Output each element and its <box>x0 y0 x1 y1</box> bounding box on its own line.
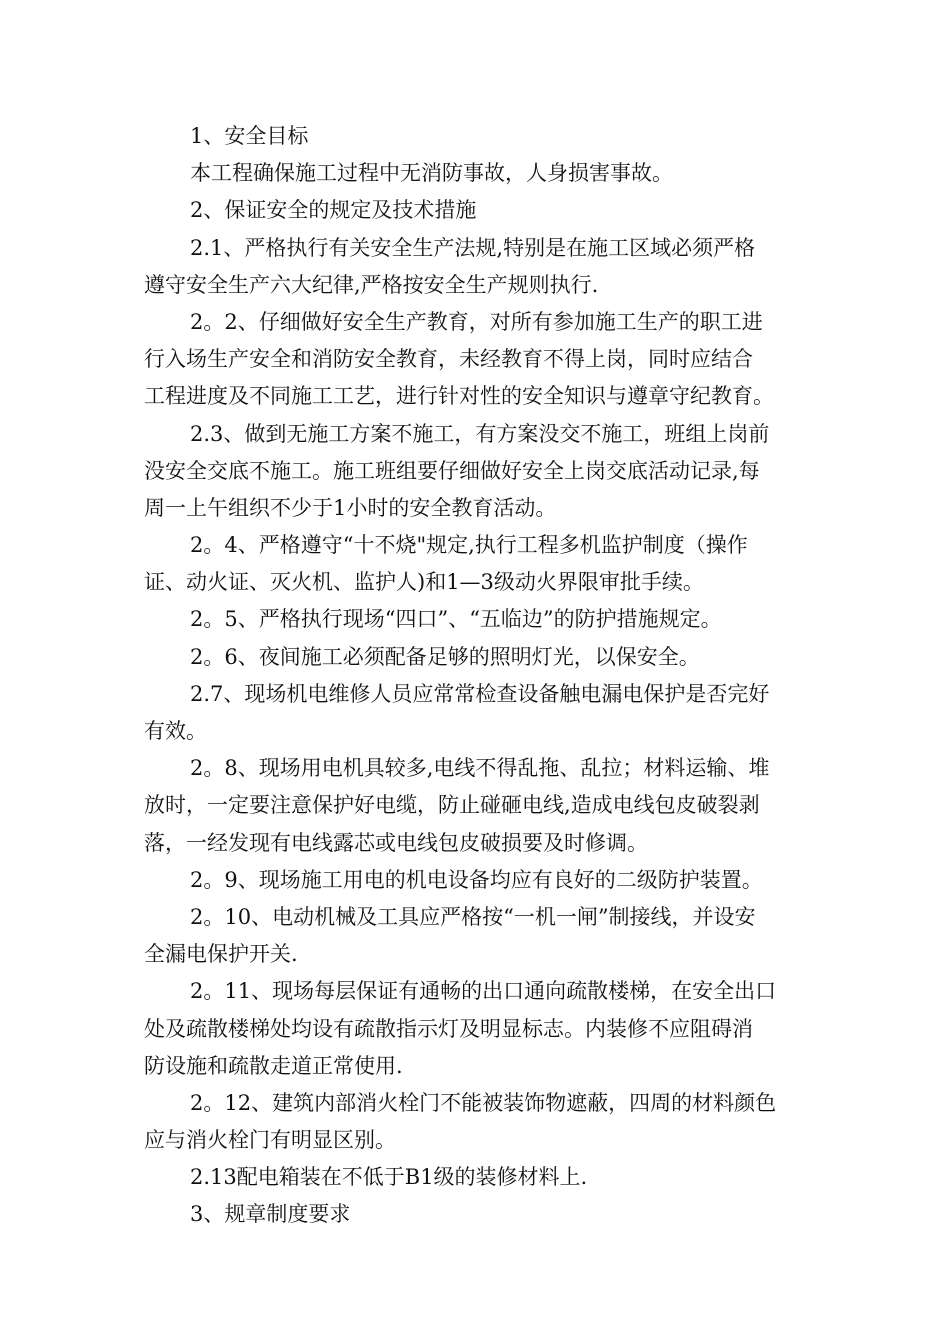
text-line: 证、动火证、灭火机、监护人)和1—3级动火界限审批手续。 <box>144 570 704 595</box>
text-line: 2。5、严格执行现场“四口”、“五临边”的防护措施规定。 <box>190 607 722 632</box>
text-line: 周一上午组织不少于1小时的安全教育活动。 <box>144 495 557 520</box>
text-line: 2。10、电动机械及工具应严格按“一机一闸”制接线，并设安 <box>190 904 756 929</box>
text-line: 行入场生产安全和消防安全教育，未经教育不得上岗，同时应结合 <box>144 347 753 372</box>
text-line: 放时，一定要注意保护好电缆，防止碰砸电线,造成电线包皮破裂剥 <box>144 793 760 818</box>
text-line: 3、规章制度要求 <box>190 1202 351 1227</box>
text-line: 2。11、现场每层保证有通畅的出口通向疏散楼梯，在安全出口 <box>190 979 777 1004</box>
text-line: 2、保证安全的规定及技术措施 <box>190 198 477 223</box>
text-line: 没安全交底不施工。施工班组要仔细做好安全上岗交底活动记录,每 <box>144 458 760 483</box>
text-line: 2。12、建筑内部消火栓门不能被装饰物遮蔽，四周的材料颜色 <box>190 1090 777 1115</box>
text-line: 工程进度及不同施工工艺，进行针对性的安全知识与遵章守纪教育。 <box>144 384 774 409</box>
text-line: 有效。 <box>144 719 207 743</box>
text-line: 2。8、现场用电机具较多,电线不得乱拖、乱拉；材料运输、堆 <box>190 756 770 781</box>
text-line: 1、安全目标 <box>190 124 309 148</box>
text-line: 2。6、夜间施工必须配备足够的照明灯光，以保安全。 <box>190 644 700 669</box>
text-line: 落，一经发现有电线露芯或电线包皮破损要及时修调。 <box>144 830 648 855</box>
text-line: 2.3、做到无施工方案不施工，有方案没交不施工，班组上岗前 <box>190 421 770 446</box>
text-line: 遵守安全生产六大纪律,严格按安全生产规则执行. <box>144 272 599 297</box>
text-line: 2。4、严格遵守“十不烧"规定,执行工程多机监护制度（操作 <box>190 533 748 558</box>
text-line: 2。2、仔细做好安全生产教育，对所有参加施工生产的职工进 <box>190 309 763 334</box>
text-line: 本工程确保施工过程中无消防事故，人身损害事故。 <box>190 161 673 186</box>
text-line: 应与消火栓门有明显区别。 <box>144 1128 396 1153</box>
text-line: 2.13配电箱装在不低于B1级的装修材料上. <box>190 1165 588 1190</box>
text-line: 2.7、现场机电维修人员应常常检查设备触电漏电保护是否完好 <box>190 681 770 706</box>
text-line: 2.1、严格执行有关安全生产法规,特别是在施工区域必须严格 <box>190 235 756 260</box>
text-line: 处及疏散楼梯处均设有疏散指示灯及明显标志。内装修不应阻碍消 <box>144 1016 753 1041</box>
text-line: 全漏电保护开关. <box>144 942 298 967</box>
text-line: 2。9、现场施工用电的机电设备均应有良好的二级防护装置。 <box>190 867 763 892</box>
text-line: 防设施和疏散走道正常使用. <box>144 1053 403 1078</box>
document-body <box>144 118 804 1234</box>
